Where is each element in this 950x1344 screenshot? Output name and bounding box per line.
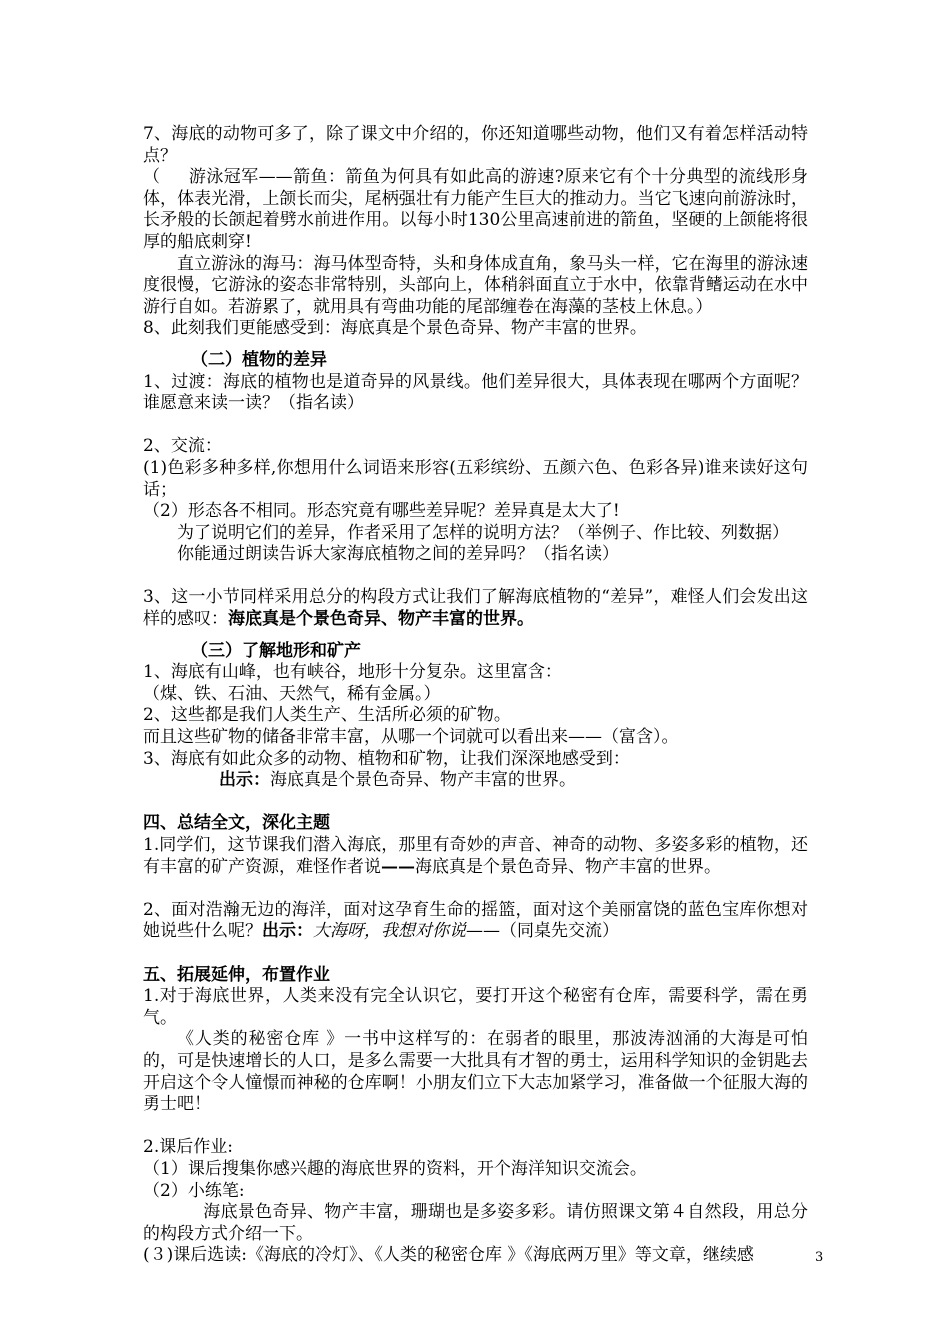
terrain-show-text: 海底真是个景色奇异、物产丰富的世界。 — [270, 770, 576, 791]
extend-p2: 《人类的秘密仓库 》一书中这样写的：在弱者的眼里，那波涛汹涌的大海是可怕的，可是快速增长的人口，是多么需要一大批具有才智的勇士，运用科学知识的金钥匙去开启这个令人憧憬而神秘的仓库啊！小朋友们立下大志加紧学习，准备做一个征服大海的勇士吧！ — [143, 1029, 808, 1115]
plants-p6: 你能通过朗读告诉大家海底植物之间的差异吗？（指名读） — [177, 544, 619, 565]
summary-p1-c: 海底真是个景色奇异、物产丰富的世界。 — [415, 856, 721, 877]
open-paren: （ — [143, 167, 161, 188]
plants-p5: 为了说明它们的差异，作者采用了怎样的说明方法？（举例子、作比较、列数据） — [177, 522, 789, 543]
summary-p1-a: 1.同学们，这节课我们潜入海底，那里有奇妙的声音、神奇的动物、多姿多彩的植物，还有丰富的矿产资源，难怪作者说 — [143, 835, 808, 877]
plants-p7-prefix: 3、这一小节同样采用总分的构段方式让我们了解海底植物的“差异”，难怪人们会发出这样的感叹： — [143, 587, 808, 630]
page-number: 3 — [815, 1250, 824, 1265]
paragraph-8 — [143, 318, 808, 340]
summary-p2-tail: （同桌先交流） — [500, 921, 619, 942]
heading-plants: （二）植物的差异 — [191, 349, 327, 370]
terrain-p4: 而且这些矿物的储备非常丰富，从哪一个词就可以看出来——（富含）。 — [143, 727, 679, 748]
document-body — [143, 124, 808, 1267]
summary-p2 — [143, 900, 808, 943]
summary-p2-a: 2、面对浩瀚无边的海洋，面对这孕育生命的摇篮，面对这个美丽富饶的蓝色宝库你想对她说些什么呢？ — [143, 899, 808, 942]
paragraph-8-text: 海底真是个景色奇异、物产丰富的世界。 — [340, 318, 647, 339]
extend-p4: （1）课后搜集你感兴趣的海底世界的资料，开个海洋知识交流会。 — [143, 1158, 647, 1179]
plants-p3: (1)色彩多种多样,你想用什么词语来形容(五彩缤纷、五颜六色、色彩各异)谁来读好这句话； — [143, 457, 808, 500]
plants-p7 — [143, 587, 808, 630]
terrain-p1: 1、海底有山峰，也有峡谷，地形十分复杂。这里富含： — [143, 662, 562, 683]
extend-p5: （2）小练笔: — [143, 1180, 245, 1201]
terrain-p5: 3、海底有如此众多的动物、植物和矿物，让我们深深地感受到： — [143, 748, 630, 769]
summary-p2-italic: 大海呀，我想对你说—— — [313, 921, 500, 942]
heading-extend: 五、拓展延伸，布置作业 — [143, 964, 330, 985]
terrain-show-label: 出示： — [219, 770, 270, 791]
paragraph-7-question: 7、海底的动物可多了，除了课文中介绍的，你还知道哪些动物，他们又有着怎样活动特点？ — [143, 124, 808, 166]
extend-p1: 1.对于海底世界，人类来没有完全认识它，要打开这个秘密有仓库，需要科学，需在勇气。 — [143, 986, 808, 1028]
summary-p2-label: 出示： — [262, 921, 313, 942]
plants-p1: 1、过渡：海底的植物也是道奇异的风景线。他们差异很大，具体表现在哪两个方面呢？谁愿意来读一读？（指名读） — [143, 371, 808, 414]
summary-p1 — [143, 835, 808, 878]
extend-p3: 2.课后作业: — [143, 1137, 233, 1158]
terrain-p3: 2、这些都是我们人类生产、生活所必须的矿物。 — [143, 705, 511, 726]
heading-summary: 四、总结全文，深化主题 — [143, 813, 330, 834]
plants-p2: 2、交流： — [143, 436, 222, 457]
paragraph-8-prefix: 8、此刻我们更能感受到： — [143, 318, 341, 339]
extend-p7: (３)课后选读:《海底的冷灯》、《人类的秘密仓库 》《海底两万里》等文章，继续感 — [143, 1245, 754, 1266]
plants-p7-bold: 海底真是个景色奇异、物产丰富的世界。 — [228, 609, 534, 630]
extend-p6-text: 海底景色奇异、物产丰富，珊瑚也是多姿多彩。请仿照课文第４自然段，用总分的构段方式介绍一下。 — [143, 1202, 808, 1244]
extend-p6 — [143, 1202, 808, 1245]
heading-terrain: （三）了解地形和矿产 — [191, 640, 361, 661]
terrain-show — [143, 770, 808, 792]
swordfish-text: 游泳冠军——箭鱼：箭鱼为何具有如此高的游速?原来它有个十分典型的流线形身体，体表光滑，上颌长而尖，尾柄强壮有力能产生巨大的推动力。当它飞速向前游泳时，长矛般的长颌起着劈水前进作用。以每小时130公里高速前进的箭鱼，坚硬的上颌能将很厚的船底刺穿! — [143, 167, 808, 252]
paragraph-swordfish — [143, 167, 808, 253]
plants-p4: （2）形态各不相同。形态究竟有哪些差异呢？差异真是太大了! — [143, 501, 620, 522]
paragraph-seahorse: 直立游泳的海马：海马体型奇特，头和身体成直角，象马头一样，它在海里的游泳速度很慢，它游泳的姿态非常特别，头部向上，体稍斜面直立于水中，依靠背鳍运动在水中游行自如。若游累了，就用具有弯曲功能的尾部缠卷在海藻的茎枝上休息。） — [143, 253, 808, 317]
terrain-p2: （煤、铁、石油、天然气，稀有金属。） — [143, 683, 441, 704]
summary-p1-dash: —— — [381, 856, 415, 877]
